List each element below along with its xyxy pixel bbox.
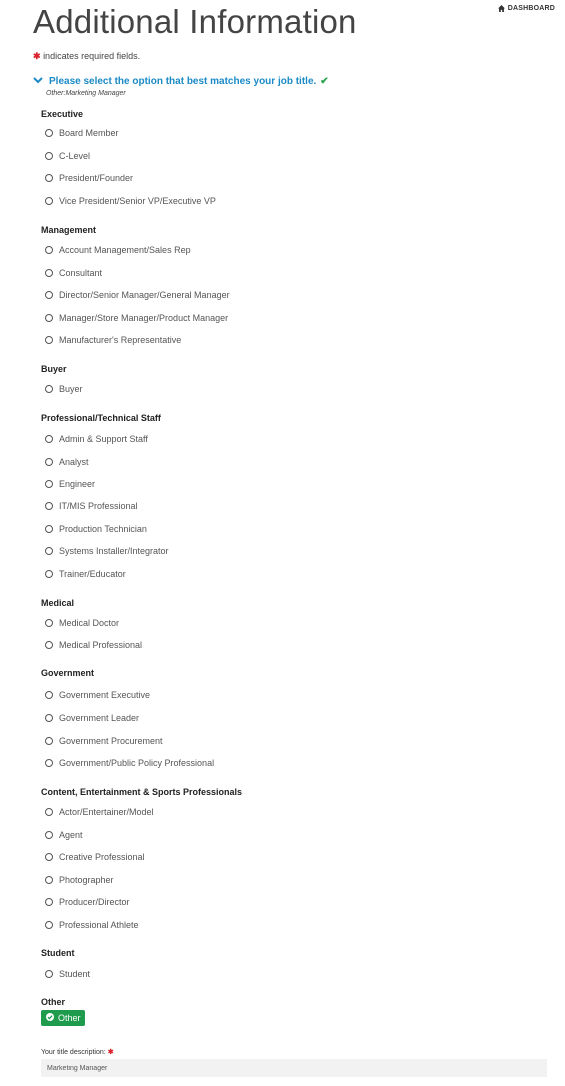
radio-option[interactable] [45, 875, 114, 885]
radio-circle-icon[interactable] [45, 152, 53, 160]
radio-option-label: Analyst [59, 457, 89, 467]
radio-option[interactable] [45, 313, 228, 323]
radio-option[interactable] [45, 618, 119, 628]
radio-option[interactable] [45, 245, 191, 255]
group-title: Government [41, 668, 95, 678]
radio-circle-icon[interactable] [45, 691, 53, 699]
radio-option[interactable] [45, 713, 139, 723]
required-star-icon: ✱ [33, 51, 41, 61]
radio-circle-icon[interactable] [45, 570, 53, 578]
radio-circle-icon[interactable] [45, 174, 53, 182]
group-title: Buyer [41, 364, 67, 374]
radio-circle-icon[interactable] [45, 759, 53, 767]
radio-option[interactable] [45, 736, 163, 746]
radio-option[interactable] [45, 969, 90, 979]
radio-circle-icon[interactable] [45, 385, 53, 393]
radio-option-label: Photographer [59, 875, 114, 885]
title-description-label [41, 1048, 114, 1056]
chevron-down-icon [33, 76, 45, 87]
radio-option[interactable] [45, 690, 150, 700]
title-description-label-text: Your title description: [41, 1049, 106, 1056]
radio-option-label: Director/Senior Manager/General Manager [59, 290, 230, 300]
radio-option[interactable] [45, 897, 130, 907]
radio-option-label: Vice President/Senior VP/Executive VP [59, 196, 216, 206]
radio-option[interactable] [45, 546, 169, 556]
radio-option[interactable] [45, 569, 126, 579]
radio-option-label: Agent [59, 830, 83, 840]
radio-option-label: Actor/Entertainer/Model [59, 807, 154, 817]
radio-option[interactable] [45, 852, 145, 862]
radio-option-label: Account Management/Sales Rep [59, 245, 191, 255]
page-title: Additional Information [33, 3, 357, 40]
other-option-label: Other [58, 1013, 81, 1023]
radio-option[interactable] [45, 151, 90, 161]
group-title: Other [41, 997, 66, 1007]
dashboard-link[interactable] [498, 5, 555, 12]
group-title: Management [41, 225, 97, 235]
radio-option[interactable] [45, 807, 154, 817]
radio-option[interactable] [45, 501, 138, 511]
radio-option[interactable] [45, 434, 148, 444]
radio-option[interactable] [45, 830, 83, 840]
radio-option[interactable] [45, 290, 230, 300]
required-note [33, 51, 140, 62]
radio-option-label: Government/Public Policy Professional [59, 758, 215, 768]
radio-circle-icon[interactable] [45, 547, 53, 555]
radio-option-label: Government Procurement [59, 736, 163, 746]
radio-circle-icon[interactable] [45, 269, 53, 277]
radio-circle-icon[interactable] [45, 714, 53, 722]
radio-option-label: Manufacturer's Representative [59, 335, 182, 345]
radio-circle-icon[interactable] [45, 480, 53, 488]
radio-option-label: Trainer/Educator [59, 569, 126, 579]
group-title: Medical [41, 598, 75, 608]
radio-circle-icon[interactable] [45, 246, 53, 254]
radio-option[interactable] [45, 128, 119, 138]
radio-option-label: Government Executive [59, 690, 151, 700]
radio-option-label: Buyer [59, 384, 83, 394]
radio-option-label: Government Leader [59, 713, 140, 723]
title-description-input[interactable] [41, 1059, 547, 1077]
radio-option-label: Student [59, 969, 91, 979]
radio-option[interactable] [45, 457, 89, 467]
radio-circle-icon[interactable] [45, 831, 53, 839]
radio-option-label: Systems Installer/Integrator [59, 546, 169, 556]
question-text: Please select the option that best matches your job title. [49, 76, 317, 87]
radio-circle-icon[interactable] [45, 502, 53, 510]
radio-circle-icon[interactable] [45, 641, 53, 649]
radio-option[interactable] [45, 479, 95, 489]
radio-option-label: Consultant [59, 268, 103, 278]
radio-option[interactable] [45, 758, 214, 768]
radio-circle-icon[interactable] [45, 970, 53, 978]
check-icon: ✔ [320, 76, 329, 87]
radio-circle-icon[interactable] [45, 853, 53, 861]
group-title: Executive [41, 109, 84, 119]
radio-option[interactable] [45, 268, 102, 278]
selected-answer: Other:Marketing Manager [46, 90, 126, 97]
radio-option-label: Professional Athlete [59, 920, 139, 930]
radio-option-label: Engineer [59, 479, 96, 489]
radio-circle-icon[interactable] [45, 129, 53, 137]
radio-option[interactable] [45, 640, 142, 650]
radio-option-label: Production Technician [59, 524, 147, 534]
radio-option-label: C-Level [59, 151, 91, 161]
radio-circle-icon[interactable] [45, 737, 53, 745]
radio-option-label: IT/MIS Professional [59, 501, 138, 511]
other-option-button[interactable] [41, 1010, 85, 1026]
radio-circle-icon[interactable] [45, 336, 53, 344]
radio-option[interactable] [45, 196, 216, 206]
radio-circle-icon[interactable] [45, 898, 53, 906]
dashboard-label: DASHBOARD [507, 5, 555, 12]
job-title-question[interactable] [33, 76, 329, 87]
radio-option-label: Producer/Director [59, 897, 130, 907]
radio-option-label: Board Member [59, 128, 119, 138]
radio-option-label: Medical Doctor [59, 618, 120, 628]
radio-option[interactable] [45, 173, 133, 183]
radio-option-label: Admin & Support Staff [59, 434, 148, 444]
group-title: Professional/Technical Staff [41, 413, 161, 423]
radio-option[interactable] [45, 524, 147, 534]
radio-circle-icon[interactable] [45, 458, 53, 466]
radio-option-label: Creative Professional [59, 852, 145, 862]
radio-circle-icon[interactable] [45, 619, 53, 627]
check-circle-icon [46, 1013, 54, 1023]
group-title: Student [41, 948, 75, 958]
required-star-icon: ✱ [107, 1049, 114, 1056]
radio-option-label: President/Founder [59, 173, 134, 183]
radio-circle-icon[interactable] [45, 876, 53, 884]
radio-circle-icon[interactable] [45, 525, 53, 533]
required-note-text: indicates required fields. [43, 51, 141, 61]
group-title: Content, Entertainment & Sports Professionals [41, 787, 243, 797]
radio-option[interactable] [45, 335, 181, 345]
radio-circle-icon[interactable] [45, 808, 53, 816]
radio-circle-icon[interactable] [45, 291, 53, 299]
home-icon [498, 5, 505, 12]
radio-option[interactable] [45, 384, 83, 394]
radio-circle-icon[interactable] [45, 921, 53, 929]
radio-option[interactable] [45, 920, 139, 930]
radio-circle-icon[interactable] [45, 435, 53, 443]
radio-circle-icon[interactable] [45, 314, 53, 322]
radio-option-label: Manager/Store Manager/Product Manager [59, 313, 229, 323]
radio-option-label: Medical Professional [59, 640, 143, 650]
radio-circle-icon[interactable] [45, 197, 53, 205]
